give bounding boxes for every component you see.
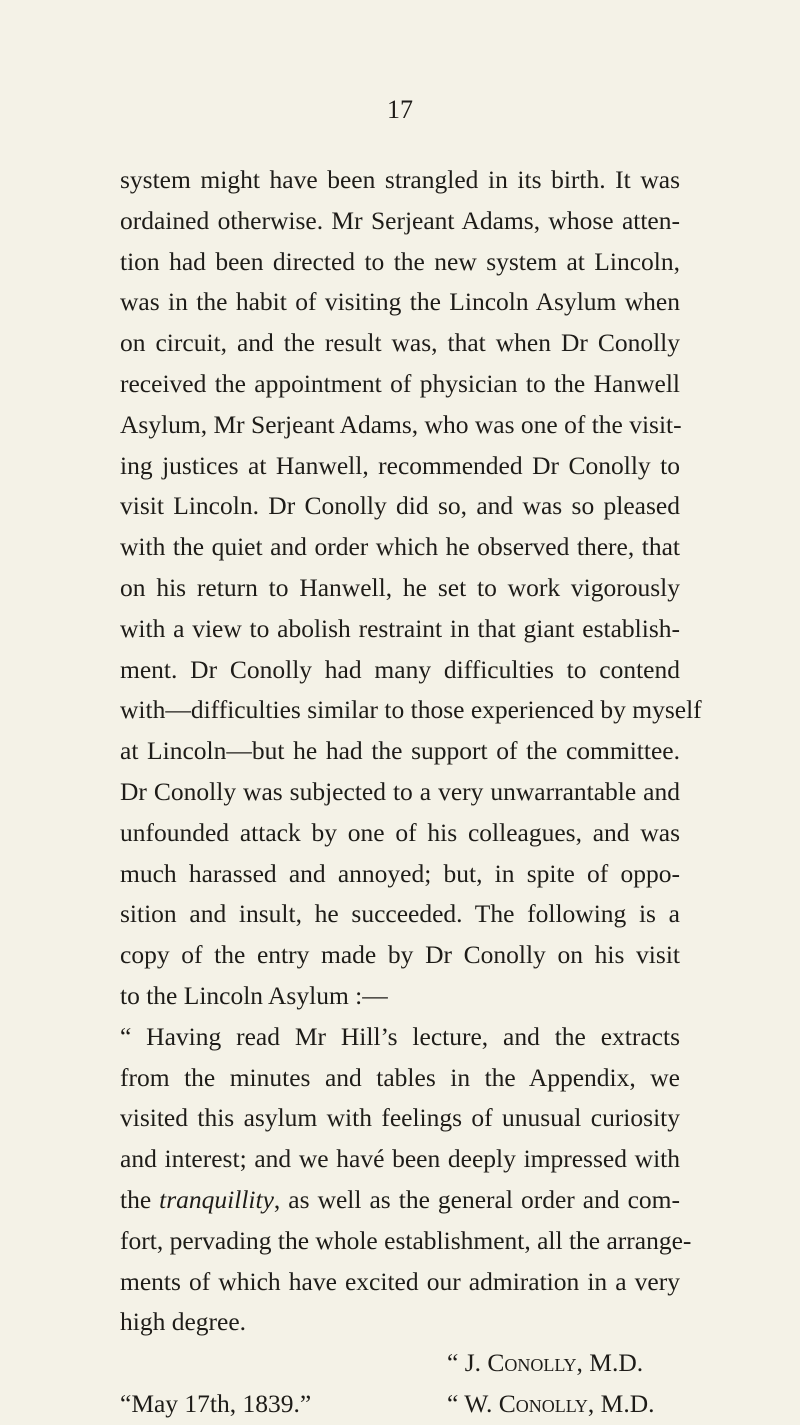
signer-name: “ J. Conolly, M.D. bbox=[447, 1348, 644, 1378]
text-line: visit Lincoln. Dr Conolly did so, and was so pleased bbox=[120, 491, 680, 521]
signature-row-2 bbox=[120, 1384, 680, 1425]
text-line: to the Lincoln Asylum :— bbox=[120, 980, 388, 1010]
quote-date: “May 17th, 1839.” bbox=[120, 1388, 312, 1418]
quote-line: fort, pervading the whole establishment, all the arrange- bbox=[120, 1225, 692, 1255]
signature-row-1 bbox=[120, 1343, 680, 1384]
text-line: with the quiet and order which he observed there, that bbox=[120, 532, 680, 562]
quote-emphasis: tranquillity bbox=[159, 1184, 274, 1214]
quote-line: visited this asylum with feelings of unusual curiosity bbox=[120, 1103, 680, 1133]
text-line: on circuit, and the result was, that when Dr Conolly bbox=[120, 328, 680, 358]
page-number: 17 bbox=[387, 95, 413, 124]
text-line: system might have been strangled in its birth. It was bbox=[120, 165, 680, 194]
text-line: much harassed and annoyed; but, in spite of oppo- bbox=[120, 858, 680, 888]
text-line: unfounded attack by one of his colleagues, and was bbox=[120, 817, 680, 847]
page-body bbox=[120, 160, 702, 1425]
quote-line: high degree. bbox=[120, 1307, 247, 1337]
quote-line: “ Having read Mr Hill’s lecture, and the extracts bbox=[120, 1021, 680, 1051]
text-line: ing justices at Hanwell, recommended Dr Conolly to bbox=[120, 450, 680, 480]
text-line: with—difficulties similar to those experienced by myself bbox=[120, 695, 702, 725]
text-line: was in the habit of visiting the Lincoln Asylum when bbox=[120, 287, 680, 317]
text-line: with a view to abolish restraint in that giant establish- bbox=[120, 613, 680, 643]
quote-line-italic bbox=[120, 1180, 680, 1221]
quote-text: the bbox=[120, 1184, 160, 1214]
text-line: Asylum, Mr Serjeant Adams, who was one of the visit- bbox=[120, 409, 682, 439]
text-line: tion had been directed to the new system at Lincoln, bbox=[120, 246, 680, 276]
signer-name: “ W. Conolly, M.D. bbox=[447, 1388, 655, 1418]
text-line: Dr Conolly was subjected to a very unwarrantable and bbox=[120, 776, 680, 806]
text-line: ment. Dr Conolly had many difficulties to contend bbox=[120, 654, 680, 684]
quote-line: from the minutes and tables in the Appendix, we bbox=[120, 1062, 680, 1092]
text-line: ordained otherwise. Mr Serjeant Adams, whose atten- bbox=[120, 205, 680, 235]
text-line: copy of the entry made by Dr Conolly on his visit bbox=[120, 940, 680, 970]
text-line: on his return to Hanwell, he set to work vigorously bbox=[120, 572, 680, 602]
text-line: sition and insult, he succeeded. The following is a bbox=[120, 899, 680, 929]
text-line: received the appointment of physician to the Hanwell bbox=[120, 368, 680, 398]
quote-text: , as well as the general order and com- bbox=[273, 1184, 680, 1214]
quote-line: ments of which have excited our admiration in a very bbox=[120, 1266, 680, 1296]
text-line: at Lincoln—but he had the support of the committee. bbox=[120, 736, 680, 766]
quote-line: and interest; and we havé been deeply impressed with bbox=[120, 1144, 680, 1174]
